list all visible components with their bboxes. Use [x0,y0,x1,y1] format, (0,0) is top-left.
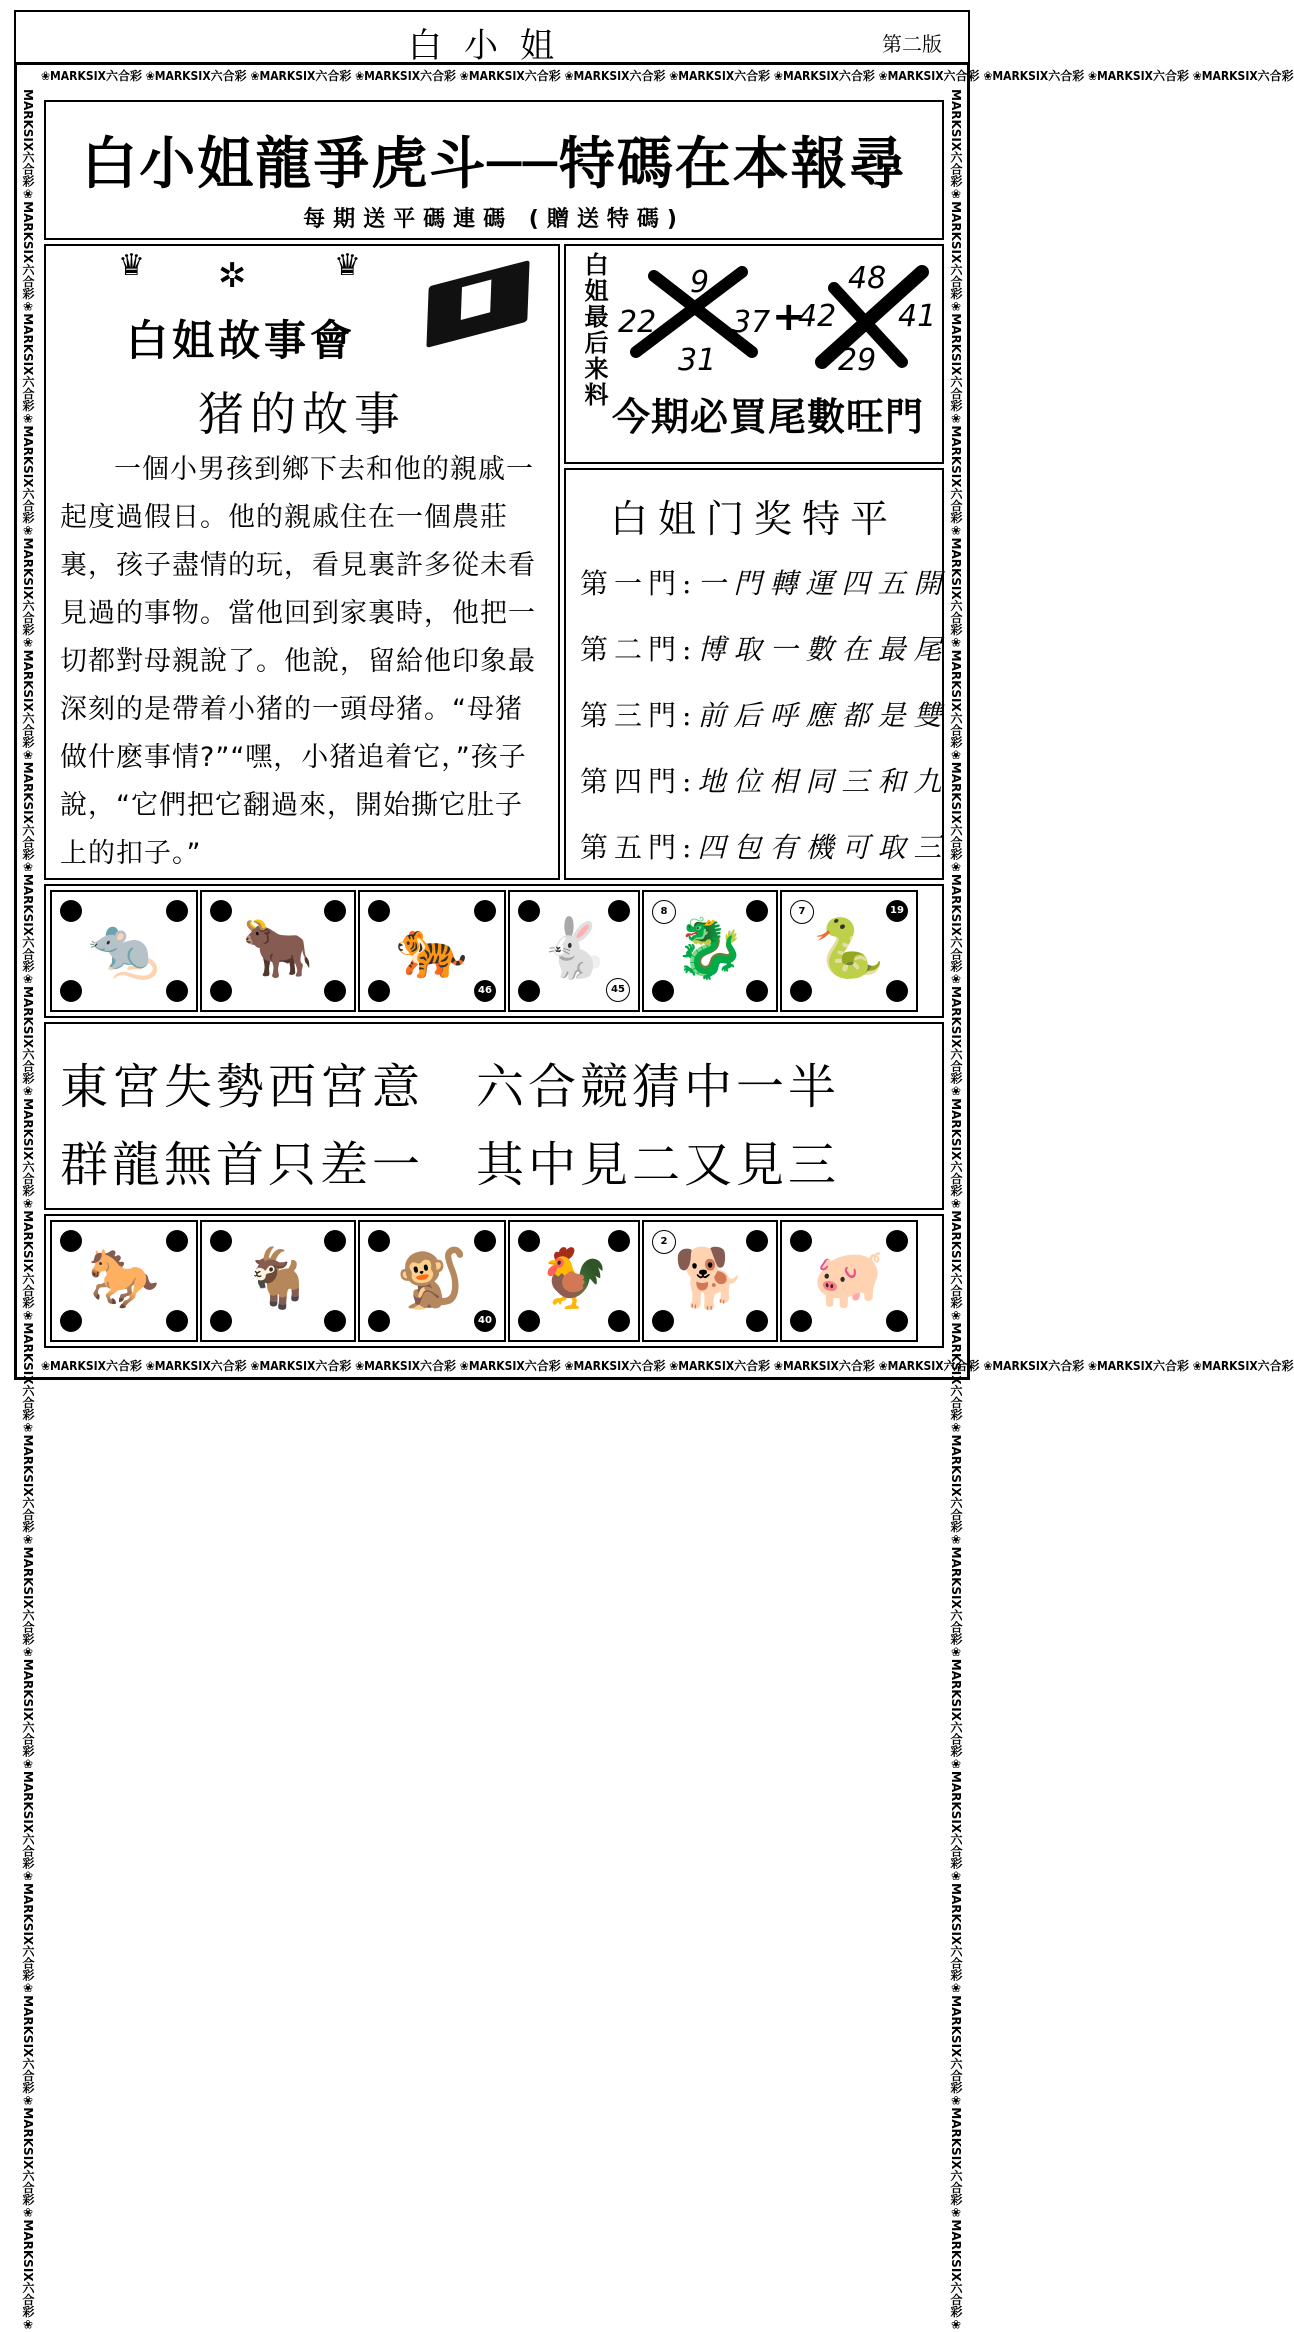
poem-line-1: 東宮失勢西宮意 六合競猜中一半 [60,1059,841,1115]
door-row: 第一門:一門轉運四五開 [580,567,950,600]
zodiac-cell [780,890,918,1012]
monkey-icon: 🐒 [395,1244,469,1312]
number-ball [166,980,188,1002]
poem-line-2: 群龍無首只差一 其中見二又見三 [60,1137,841,1193]
number-ball [746,1230,768,1252]
newspaper-title: 白小姐 [408,26,576,66]
number-ball [790,980,812,1002]
headline-title: 白小姐龍爭虎斗──特碼在本報尋 [81,132,907,197]
number-ball [324,1310,346,1332]
crossed-numbers [612,252,942,378]
number-ball [368,980,390,1002]
masthead [14,10,970,64]
rabbit-icon: 🐇 [537,914,611,982]
marksix-strip-left: MARKSIX六合彩❀MARKSIX六合彩❀MARKSIX六合彩❀MARKSIX六合彩❀MARKSIX六合彩❀MARKSIX六合彩❀MARKSIX六合彩❀MARKSIX六合彩❀MARKSIX六合彩❀MARKSIX六合彩❀MARKSIX六合彩❀MARKSIX六合彩❀MARKSIX六合彩❀MARKSIX六合彩❀MARKSIX六合彩❀MARKSIX六合彩❀MARKSIX六合彩❀MARKSIX六合彩❀MARKSIX六合彩❀MARKSIX六合彩❀ [21,89,35,2332]
number-ball: 2 [652,1230,676,1254]
number-ball [60,980,82,1002]
poem-box [44,1022,944,1210]
number-ball: 19 [886,900,908,922]
zodiac-cell [200,890,356,1012]
number-ball [790,1230,812,1252]
number-ball [886,1230,908,1252]
story-box [44,244,560,880]
door-row: 第二門:博取一數在最尾 [580,633,950,666]
number-ball [368,900,390,922]
doors-title: 白姐门奖特平 [609,497,898,541]
ox-icon: 🐂 [241,914,315,982]
number: 41 [898,299,937,334]
zodiac-cell [780,1220,918,1342]
number: 42 [798,299,837,334]
story-section-title: 白姐故事會 [126,316,357,365]
number-ball [652,1310,674,1332]
number-ball: 46 [474,980,496,1002]
number-ball [324,980,346,1002]
number-ball [166,1230,188,1252]
number-ball [60,1310,82,1332]
number-ball [368,1230,390,1252]
zodiac-cell [50,890,198,1012]
number-ball [368,1310,390,1332]
number-ball [210,1310,232,1332]
number-ball [60,1230,82,1252]
doors-box [564,468,950,880]
zodiac-cell [50,1220,198,1342]
number-ball [518,980,540,1002]
zodiac-row-bottom [44,1214,944,1348]
tulip-icon: ♛ [118,248,145,283]
number-ball [210,1230,232,1252]
number-ball [474,1230,496,1252]
zodiac-cell [508,890,640,1012]
number-ball [886,1310,908,1332]
number-ball [210,980,232,1002]
number: 22 [618,305,657,340]
number: 48 [848,261,887,296]
number-ball [474,900,496,922]
marksix-strip-bottom: ❀MARKSIX六合彩 ❀MARKSIX六合彩 ❀MARKSIX六合彩 ❀MARKSIX六合彩 ❀MARKSIX六合彩 ❀MARKSIX六合彩 ❀MARKSIX六合彩 ❀MARKSIX六合彩 ❀MARKSIX六合彩 ❀MARKSIX六合彩 ❀MARKSIX六合彩 ❀MARKSIX六合彩 [41,1359,1294,1373]
marksix-strip-top: ❀MARKSIX六合彩 ❀MARKSIX六合彩 ❀MARKSIX六合彩 ❀MARKSIX六合彩 ❀MARKSIX六合彩 ❀MARKSIX六合彩 ❀MARKSIX六合彩 ❀MARKSIX六合彩 ❀MARKSIX六合彩 ❀MARKSIX六合彩 ❀MARKSIX六合彩 ❀MARKSIX六合彩 [41,69,1294,83]
zodiac-cell [642,890,778,1012]
number: 37 [732,305,771,340]
number-ball: 40 [474,1310,496,1332]
must-buy-text: 今期必買尾數旺門 [612,395,925,439]
number-ball [166,900,188,922]
number-ball [746,900,768,922]
tulip-icon: ♛ [334,248,361,283]
zodiac-cell [508,1220,640,1342]
number-ball [210,900,232,922]
goat-icon: 🐐 [241,1244,315,1312]
number-ball [608,900,630,922]
horse-icon: 🐎 [87,1244,161,1312]
snake-icon: 🐍 [812,914,886,982]
number: 31 [678,343,717,378]
latest-label: 白姐最后来料 [580,252,608,408]
number-ball [608,1230,630,1252]
number-ball [886,980,908,1002]
pig-icon: 🐖 [812,1244,886,1312]
book-icon [426,260,529,348]
number: 9 [690,265,710,300]
number-ball [608,1310,630,1332]
dragon-icon: 🐉 [673,914,747,982]
zodiac-cell [642,1220,778,1342]
number-ball [746,980,768,1002]
number-ball [518,1230,540,1252]
number-ball [652,980,674,1002]
marksix-strip-right: MARKSIX六合彩❀MARKSIX六合彩❀MARKSIX六合彩❀MARKSIX六合彩❀MARKSIX六合彩❀MARKSIX六合彩❀MARKSIX六合彩❀MARKSIX六合彩❀MARKSIX六合彩❀MARKSIX六合彩❀MARKSIX六合彩❀MARKSIX六合彩❀MARKSIX六合彩❀MARKSIX六合彩❀MARKSIX六合彩❀MARKSIX六合彩❀MARKSIX六合彩❀MARKSIX六合彩❀MARKSIX六合彩❀MARKSIX六合彩❀ [949,89,963,2332]
number-ball [518,1310,540,1332]
number-ball [746,1310,768,1332]
number-ball [166,1310,188,1332]
zodiac-row-top [44,884,944,1018]
door-row: 第三門:前后呼應都是雙 [580,699,950,732]
number-ball [324,1230,346,1252]
edition-label: 第二版 [882,32,942,56]
number-ball [518,900,540,922]
rat-icon: 🐀 [87,914,161,982]
number-ball: 7 [790,900,814,924]
tiger-icon: 🐅 [395,914,469,982]
headline-subtitle: 每期送平碼連碼 (贈送特碼) [303,207,685,232]
number-ball: 45 [606,978,630,1002]
zodiac-cell [358,1220,506,1342]
latest-box [564,244,944,464]
number: 29 [838,343,877,378]
story-title: 猪的故事 [198,387,406,441]
number-ball [324,900,346,922]
number-ball [60,900,82,922]
dog-icon: 🐕 [673,1244,747,1312]
number-ball [790,1310,812,1332]
rooster-icon: 🐓 [537,1244,611,1312]
number-ball: 8 [652,900,676,924]
zodiac-cell [358,890,506,1012]
zodiac-cell [200,1220,356,1342]
flower-icon: ✲ [218,256,247,296]
door-row: 第四門:地位相同三和九 [580,765,950,798]
plus-sign: + [772,294,806,340]
story-body: 一個小男孩到鄉下去和他的親戚一起度過假日。他的親戚住在一個農莊裏，孩子盡情的玩，看見裏許多從未看見過的事物。當他回到家裏時，他把一切都對母親說了。他說，留給他印象最深刻的是帶着小猪的一頭母猪。“母猪做什麽事情?”“嘿，小猪追着它，”孩子說，“它們把它翻過來，開始撕它肚子上的扣子。” [60,454,536,869]
headline-banner [44,100,944,240]
door-row: 第五門:四包有機可取三 [580,831,950,864]
